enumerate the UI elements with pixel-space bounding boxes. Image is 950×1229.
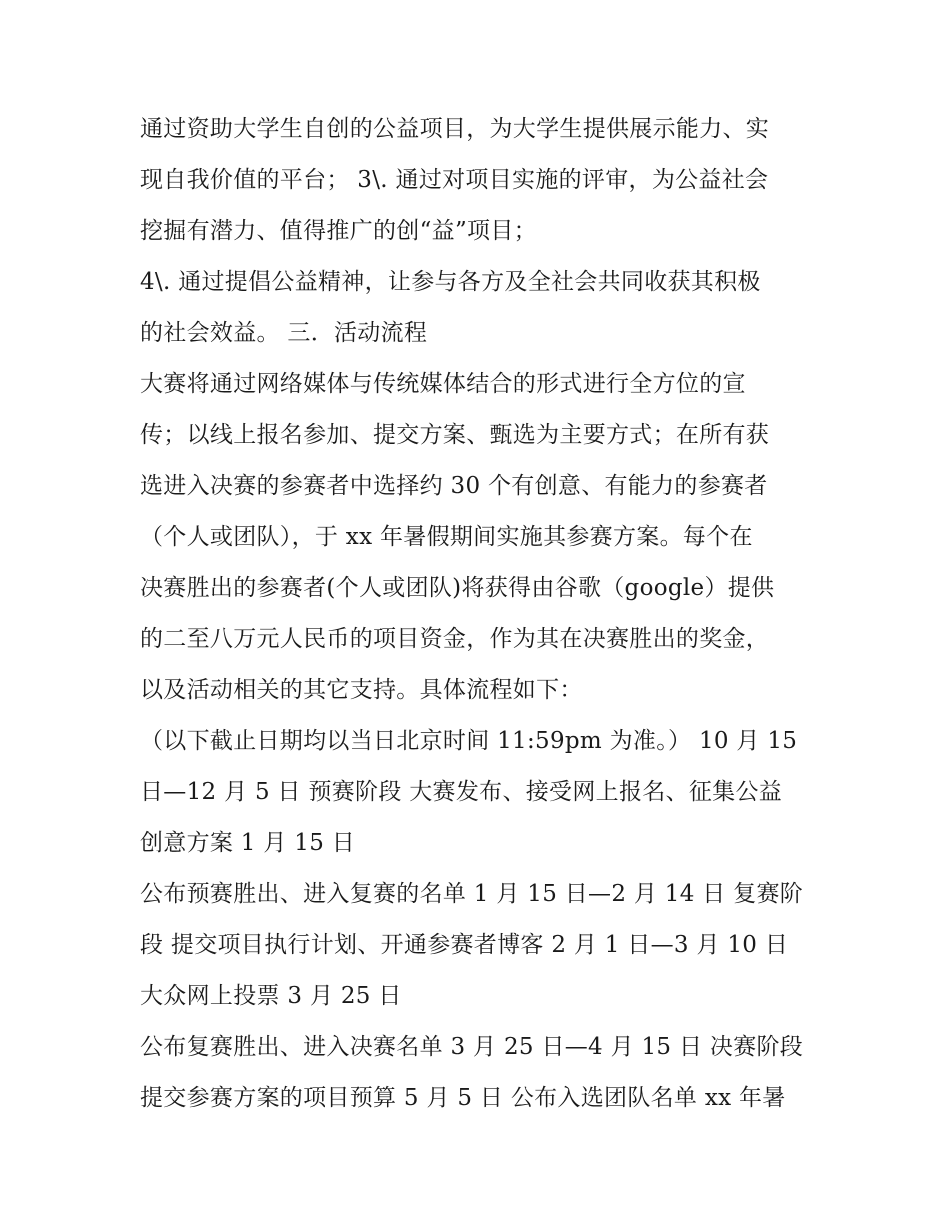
text-line: 日—12 月 5 日 预赛阶段 大赛发布、接受网上报名、征集公益 (140, 779, 783, 805)
text-line: 决赛胜出的参赛者(个人或团队)将获得由谷歌（google）提供 (140, 575, 775, 601)
text-line: 通过资助大学生自创的公益项目，为大学生提供展示能力、实 (140, 116, 770, 142)
text-line: （个人或团队），于 xx 年暑假期间实施其参赛方案。每个在 (140, 524, 753, 550)
text-line: 现自我价值的平台； 3\. 通过对项目实施的评审，为公益社会 (140, 167, 769, 193)
text-line: 段 提交项目执行计划、开通参赛者博客 2 月 1 日—3 月 10 日 (140, 932, 789, 958)
text-line: 的二至八万元人民币的项目资金，作为其在决赛胜出的奖金， (140, 626, 770, 652)
text-line: 的社会效益。 三．活动流程 (140, 320, 428, 346)
text-line: 提交参赛方案的项目预算 5 月 5 日 公布入选团队名单 xx 年暑 (140, 1085, 786, 1111)
text-line: （以下截止日期均以当日北京时间 11:59pm 为准。） 10 月 15 (140, 728, 798, 754)
text-line: 选进入决赛的参赛者中选择约 30 个有创意、有能力的参赛者 (140, 473, 768, 499)
text-line: 大众网上投票 3 月 25 日 (140, 983, 402, 1009)
text-line: 以及活动相关的其它支持。具体流程如下： (140, 677, 583, 703)
text-line: 4\. 通过提倡公益精神，让参与各方及全社会共同收获其积极 (140, 269, 761, 295)
text-line: 传；以线上报名参加、提交方案、甄选为主要方式；在所有获 (140, 422, 770, 448)
text-line: 公布复赛胜出、进入决赛名单 3 月 25 日—4 月 15 日 决赛阶段 (140, 1034, 804, 1060)
text-line: 公布预赛胜出、进入复赛的名单 1 月 15 日—2 月 14 日 复赛阶 (140, 881, 804, 907)
text-line: 大赛将通过网络媒体与传统媒体结合的形式进行全方位的宣 (140, 371, 746, 397)
text-line: 挖掘有潜力、值得推广的创“益”项目； (140, 218, 537, 244)
text-line: 创意方案 1 月 15 日 (140, 830, 356, 856)
